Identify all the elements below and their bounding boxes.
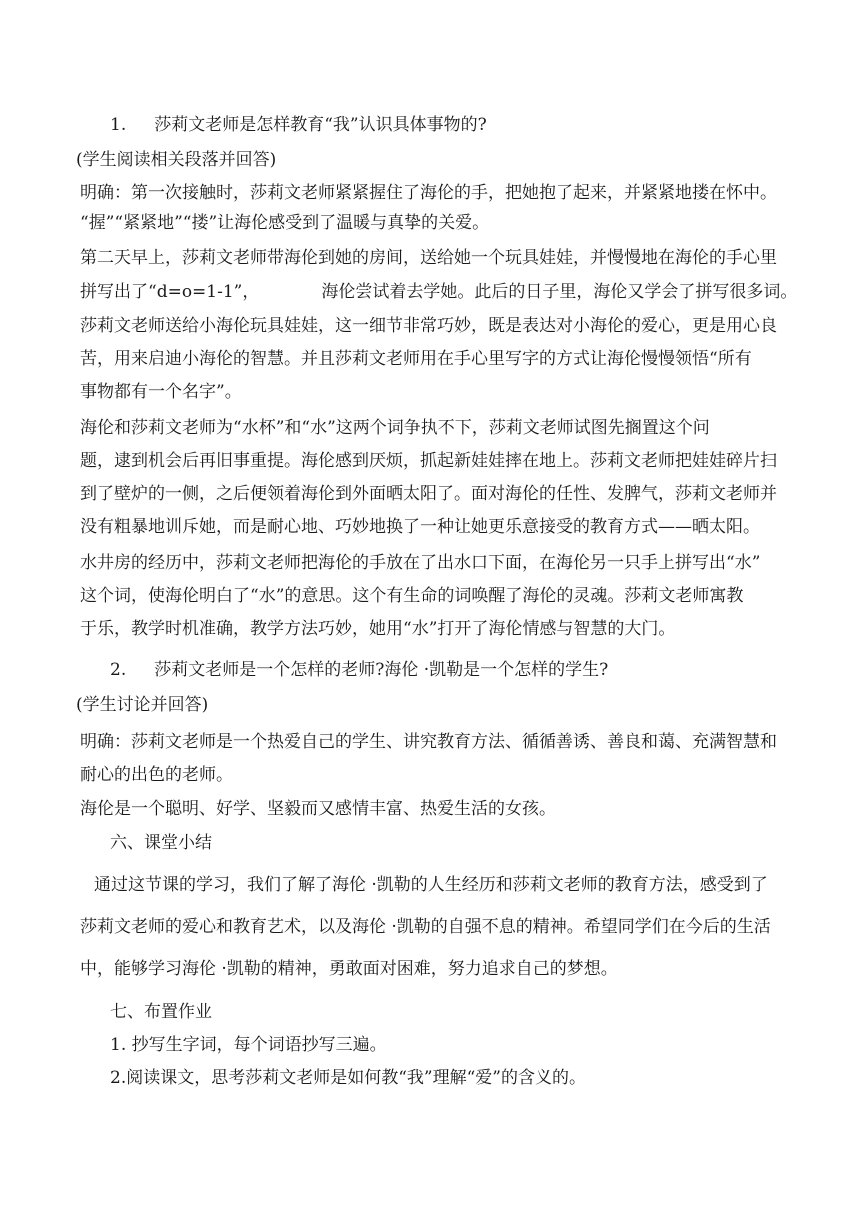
answer-1-line-5: 莎莉文老师送给小海伦玩具娃娃，这一细节非常巧妙，既是表达对小海伦的爱心，更是用心良 [80,316,777,336]
question-1 [110,113,487,137]
question-2-method: (学生讨论并回答) [76,695,209,715]
answer-1-line-2: “握”“紧紧地”“搂”让海伦感受到了温暖与真挚的关爱。 [80,213,490,233]
answer-2-line-2: 耐心的出色的老师。 [80,765,233,785]
answer-1-line-1: 明确：第一次接触时，莎莉文老师紧紧握住了海伦的手，把她抱了起来，并紧紧地搂在怀中。 [80,183,777,203]
answer-1-line-6: 苦，用来启迪小海伦的智慧。并且莎莉文老师用在手心里写字的方式让海伦慢慢领悟“所有 [80,349,752,369]
answer-1-line-4 [80,280,797,304]
summary-line-3: 中，能够学习海伦 ·凯勒的精神，勇敢面对困难，努力追求自己的梦想。 [80,959,618,979]
homework-item-2: 2.阅读课文，思考莎莉文老师是如何教“我”理解“爱”的含义的。 [110,1068,586,1088]
answer-1-line-10: 到了壁炉的一侧，之后便领着海伦到外面晒太阳了。面对海伦的任性、发脾气，莎莉文老师并 [80,484,777,504]
summary-line-1: 通过这节课的学习，我们了解了海伦 ·凯勒的人生经历和莎莉文老师的教育方法，感受到了 [94,875,768,895]
answer-1-line-8: 海伦和莎莉文老师为“水杯”和“水”这两个词争执不下，莎莉文老师试图先搁置这个问 [80,418,710,438]
section-6-heading: 六、课堂小结 [110,833,212,853]
answer-1-line-3: 第二天早上，莎莉文老师带海伦到她的房间，送给她一个玩具娃娃，并慢慢地在海伦的手心里 [80,248,777,268]
question-2 [110,658,608,682]
answer-1-line-11: 没有粗暴地训斥她，而是耐心地、巧妙地换了一种让她更乐意接受的教育方式——晒太阳。 [80,517,760,537]
answer-2-line-3: 海伦是一个聪明、好学、坚毅而又感情丰富、热爱生活的女孩。 [80,799,556,819]
answer-1-line-4b: 海伦尝试着去学她。此后的日子里，海伦又学会了拼写很多词。 [321,282,798,302]
answer-1-line-14: 于乐，教学时机准确，教学方法巧妙，她用“水”打开了海伦情感与智慧的大门。 [80,619,676,639]
homework-item-1: 1. 抄写生字词，每个词语抄写三遍。 [110,1035,387,1055]
summary-line-2: 莎莉文老师的爱心和教育艺术，以及海伦 ·凯勒的自强不息的精神。希望同学们在今后的生活 [80,917,771,937]
question-1-number: 1. [110,115,127,135]
answer-1-line-9: 题，逮到机会后再旧事重提。海伦感到厌烦，抓起新娃娃摔在地上。莎莉文老师把娃娃碎片扫 [80,451,777,471]
question-2-text: 莎莉文老师是一个怎样的老师?海伦 ·凯勒是一个怎样的学生? [154,660,609,680]
answer-1-line-13: 这个词，使海伦明白了“水”的意思。这个有生命的词唤醒了海伦的灵魂。莎莉文老师寓教 [80,586,744,606]
answer-1-line-4a: 拼写出了“d=o=1-1”， [80,282,260,302]
section-7-heading: 七、布置作业 [110,1002,212,1022]
question-2-number: 2. [110,660,127,680]
question-1-text: 莎莉文老师是怎样教育“我”认识具体事物的? [154,115,487,135]
question-1-method: (学生阅读相关段落并回答) [76,150,277,170]
answer-1-line-7: 事物都有一个名字”。 [80,382,242,402]
answer-1-line-12: 水井房的经历中，莎莉文老师把海伦的手放在了出水口下面，在海伦另一只手上拼写出“水” [80,553,761,573]
answer-2-line-1: 明确：莎莉文老师是一个热爱自己的学生、讲究教育方法、循循善诱、善良和蔼、充满智慧和 [80,732,777,752]
